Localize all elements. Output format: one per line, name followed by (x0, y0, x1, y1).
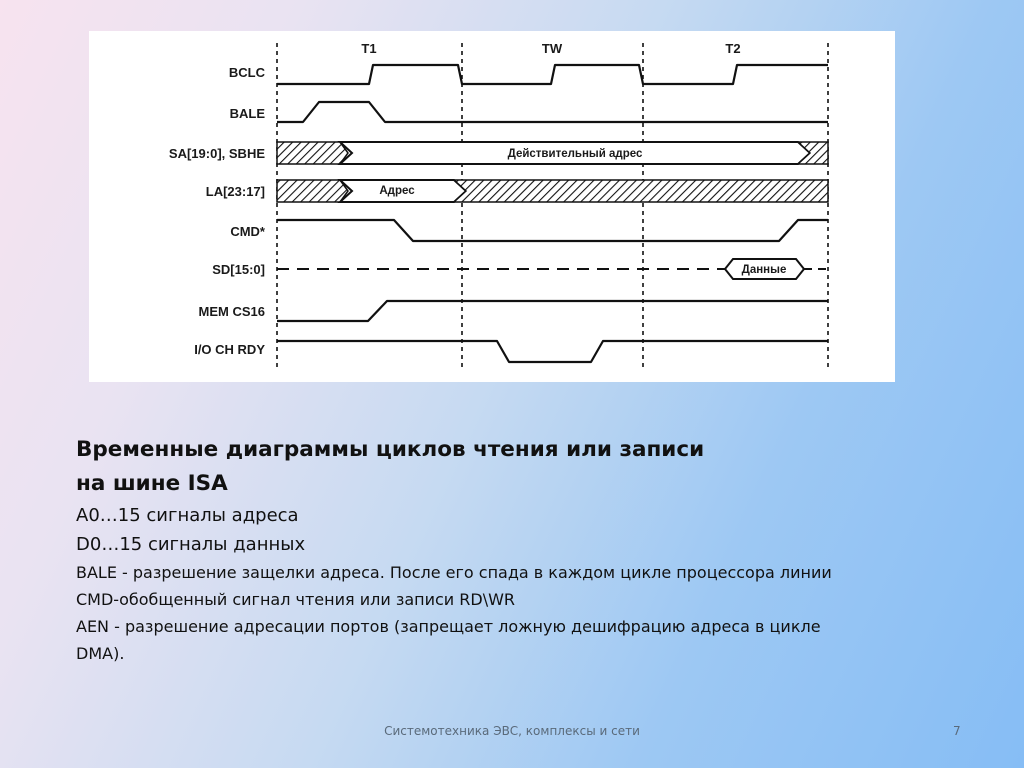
phase-label-t2: T2 (725, 41, 741, 56)
address-signals-line: A0…15 сигналы адреса (76, 505, 299, 526)
sd-data-text: Данные (741, 264, 787, 276)
signal-label-memcs16: MEM CS16 (198, 304, 265, 319)
footer-course-title: Системотехника ЭВС, комплексы и сети (384, 724, 640, 738)
bale-description-line: BALE - разрешение защелки адреса. После его спада в каждом цикле процессора линии (76, 563, 832, 582)
timing-diagram-svg (89, 31, 895, 382)
signal-label-la: LA[23:17] (205, 184, 265, 199)
aen-description-line1: AEN - разрешение адресации портов (запрещает ложную дешифрацию адреса в цикле (76, 617, 821, 636)
slide-text (76, 433, 976, 667)
waveform-memcs16 (277, 301, 828, 321)
sa-invalid-hatch (277, 142, 348, 164)
data-signals-line: D0…15 сигналы данных (76, 534, 306, 555)
slide-title-line2: на шине ISA (76, 471, 228, 496)
timing-diagram (89, 31, 895, 382)
la-address-text: Адрес (379, 185, 415, 197)
slide-title-line1: Временные диаграммы циклов чтения или записи (76, 437, 705, 462)
waveform-bale (277, 102, 828, 122)
signal-label-bclc: BCLC (228, 65, 265, 80)
waveform-bclc (277, 65, 828, 84)
signal-label-bale: BALE (229, 106, 265, 121)
signal-label-sa: SA[19:0], SBHE (168, 146, 265, 161)
aen-description-line2: DMA). (76, 644, 125, 663)
la-invalid-hatch (277, 180, 348, 202)
waveform-iochrdy (277, 341, 828, 362)
signal-label-cmd: CMD* (230, 224, 265, 239)
signal-label-iochrdy: I/O CH RDY (194, 342, 265, 357)
cmd-description-line: CMD-обобщенный сигнал чтения или записи RD\WR (76, 590, 516, 609)
phase-label-t1: T1 (361, 41, 377, 56)
waveform-cmd (277, 220, 828, 241)
signal-label-sd: SD[15:0] (212, 262, 265, 277)
phase-label-tw: TW (541, 41, 563, 56)
sa-valid-address-text: Действительный адрес (507, 148, 643, 160)
page-number: 7 (953, 724, 961, 738)
la-invalid-hatch-end (454, 180, 828, 202)
